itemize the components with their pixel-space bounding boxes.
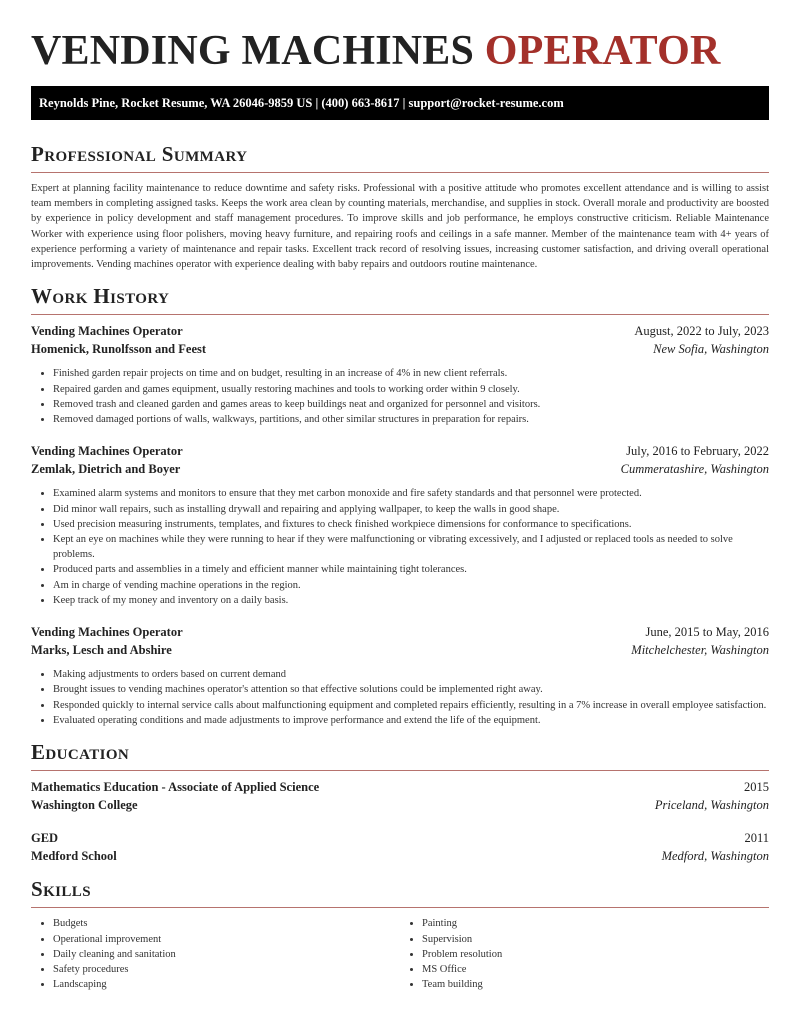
skill-item: • Operational improvement bbox=[53, 932, 400, 947]
job-company-row bbox=[31, 461, 769, 479]
list-item: • Responded quickly to internal service calls about malfunctioning equipment and completed repairs efficiently, resulting in a 7% increase in overall employee satisfaction. bbox=[53, 698, 769, 713]
education-entry bbox=[31, 779, 769, 814]
skill-item: • Daily cleaning and sanitation bbox=[53, 947, 400, 962]
job-location: Mitchelchester, Washington bbox=[631, 642, 769, 657]
skills-column-right bbox=[400, 916, 769, 992]
list-item: • Examined alarm systems and monitors to ensure that they met carbon monoxide and fire safety standards and that personnel were protected. bbox=[53, 486, 769, 501]
skills-column-left bbox=[31, 916, 400, 992]
resume-name bbox=[31, 0, 769, 74]
list-item: • Making adjustments to orders based on current demand bbox=[53, 667, 769, 682]
list-item: • Finished garden repair projects on time and on budget, resulting in an increase of 4% in new client referrals. bbox=[53, 366, 769, 381]
job-dates: August, 2022 to July, 2023 bbox=[634, 324, 769, 339]
education-year: 2011 bbox=[744, 831, 769, 846]
job-header-row bbox=[31, 323, 769, 341]
skill-item: • Problem resolution bbox=[422, 947, 769, 962]
job-bullets bbox=[31, 667, 769, 728]
work-history-heading: Work History bbox=[31, 284, 769, 315]
job-company: Zemlak, Dietrich and Boyer bbox=[31, 461, 181, 476]
summary-text: Expert at planning facility maintenance to reduce downtime and safety risks. Professional with a positive attitude who promotes excellent attendance and is willing to assist team members in completing assigned tasks. Keeps the work area clean by counting materials, merchandise, and supplies in stock. Overall morale and productivity are boosted by experience in policy development and staff management procedures. To improve skills and job performance, he employs constructive criticism. Reliable Maintenance Worker with experience using floor polishers, moving heavy furniture, and repairing roofs and ceilings in a safe manner. Member of the maintenance team with 4+ years of experience performing a variety of maintenance and repair tasks. Excellent track record of resolving issues, increasing customer satisfaction, and driving overall operational improvements. Vending machines operator with experience dealing with baby repairs and outdoors routine maintenance. bbox=[31, 183, 769, 271]
list-item: • Kept an eye on machines while they were running to hear if they were malfunctioning or vibrating excessively, and I adjusted or replaced tools as needed to solve problems. bbox=[53, 532, 769, 562]
education-school: Washington College bbox=[31, 797, 138, 812]
list-item: • Removed damaged portions of walls, walkways, partitions, and other similar structures in preparation for repairs. bbox=[53, 412, 769, 427]
skill-item: • Supervision bbox=[422, 932, 769, 947]
skill-item: • Budgets bbox=[53, 916, 400, 931]
education-location: Priceland, Washington bbox=[654, 797, 769, 812]
contact-bar: Reynolds Pine, Rocket Resume, WA 26046-9859 US | (400) 663-8617 | support@rocket-resume.com bbox=[31, 86, 769, 120]
job-entry bbox=[31, 443, 769, 608]
job-company: Homenick, Runolfsson and Feest bbox=[31, 341, 207, 356]
job-location: New Sofia, Washington bbox=[653, 341, 769, 356]
job-dates: July, 2016 to February, 2022 bbox=[626, 444, 769, 459]
education-header-row bbox=[31, 830, 769, 848]
job-title: Vending Machines Operator bbox=[31, 625, 183, 640]
education-location: Medford, Washington bbox=[661, 848, 769, 863]
list-item: • Used precision measuring instruments, templates, and fixtures to check finished workpiece dimensions for conformance to specifications. bbox=[53, 517, 769, 532]
job-company: Marks, Lesch and Abshire bbox=[31, 642, 172, 657]
list-item: • Brought issues to vending machines operator's attention so that effective solutions could be implemented right away. bbox=[53, 682, 769, 697]
skill-item: • Landscaping bbox=[53, 977, 400, 992]
skill-item: • Team building bbox=[422, 977, 769, 992]
job-bullets bbox=[31, 366, 769, 427]
skill-item: • Painting bbox=[422, 916, 769, 931]
education-entry bbox=[31, 830, 769, 865]
list-item: • Evaluated operating conditions and made adjustments to improve performance and extend the life of the equipment. bbox=[53, 713, 769, 728]
education-header-row bbox=[31, 779, 769, 797]
education-heading: Education bbox=[31, 740, 769, 771]
education-year: 2015 bbox=[744, 780, 769, 795]
list-item: • Keep track of my money and inventory on a daily basis. bbox=[53, 593, 769, 608]
list-item: • Did minor wall repairs, such as installing drywall and repairing and applying wallpaper, to keep the walls in good shape. bbox=[53, 502, 769, 517]
education-school-row bbox=[31, 797, 769, 815]
summary-heading: Professional Summary bbox=[31, 142, 769, 173]
education-school-row bbox=[31, 848, 769, 866]
job-dates: June, 2015 to May, 2016 bbox=[645, 625, 769, 640]
education-school: Medford School bbox=[31, 848, 117, 863]
resume-page bbox=[31, 0, 769, 992]
list-item: • Am in charge of vending machine operations in the region. bbox=[53, 578, 769, 593]
job-entry bbox=[31, 624, 769, 728]
skills-heading: Skills bbox=[31, 877, 769, 908]
education-degree: Mathematics Education - Associate of Applied Science bbox=[31, 780, 320, 795]
skill-item: • Safety procedures bbox=[53, 962, 400, 977]
job-bullets bbox=[31, 486, 769, 608]
job-title: Vending Machines Operator bbox=[31, 444, 183, 459]
education-degree: GED bbox=[31, 831, 59, 846]
job-company-row bbox=[31, 341, 769, 359]
list-item: • Removed trash and cleaned garden and games areas to keep buildings neat and organized for personnel and visitors. bbox=[53, 397, 769, 412]
job-header-row bbox=[31, 624, 769, 642]
job-title: Vending Machines Operator bbox=[31, 324, 183, 339]
job-header-row bbox=[31, 443, 769, 461]
name-main: VENDING MACHINES bbox=[31, 28, 475, 74]
job-entry bbox=[31, 323, 769, 427]
job-location: Cummeratashire, Washington bbox=[620, 461, 769, 476]
skill-item: • MS Office bbox=[422, 962, 769, 977]
name-accent: OPERATOR bbox=[484, 28, 721, 74]
list-item: • Produced parts and assemblies in a timely and efficient manner while maintaining tight tolerances. bbox=[53, 562, 769, 577]
list-item: • Repaired garden and games equipment, usually restoring machines and tools to working order within 9 closely. bbox=[53, 382, 769, 397]
job-company-row bbox=[31, 642, 769, 660]
skills-list bbox=[31, 908, 769, 992]
